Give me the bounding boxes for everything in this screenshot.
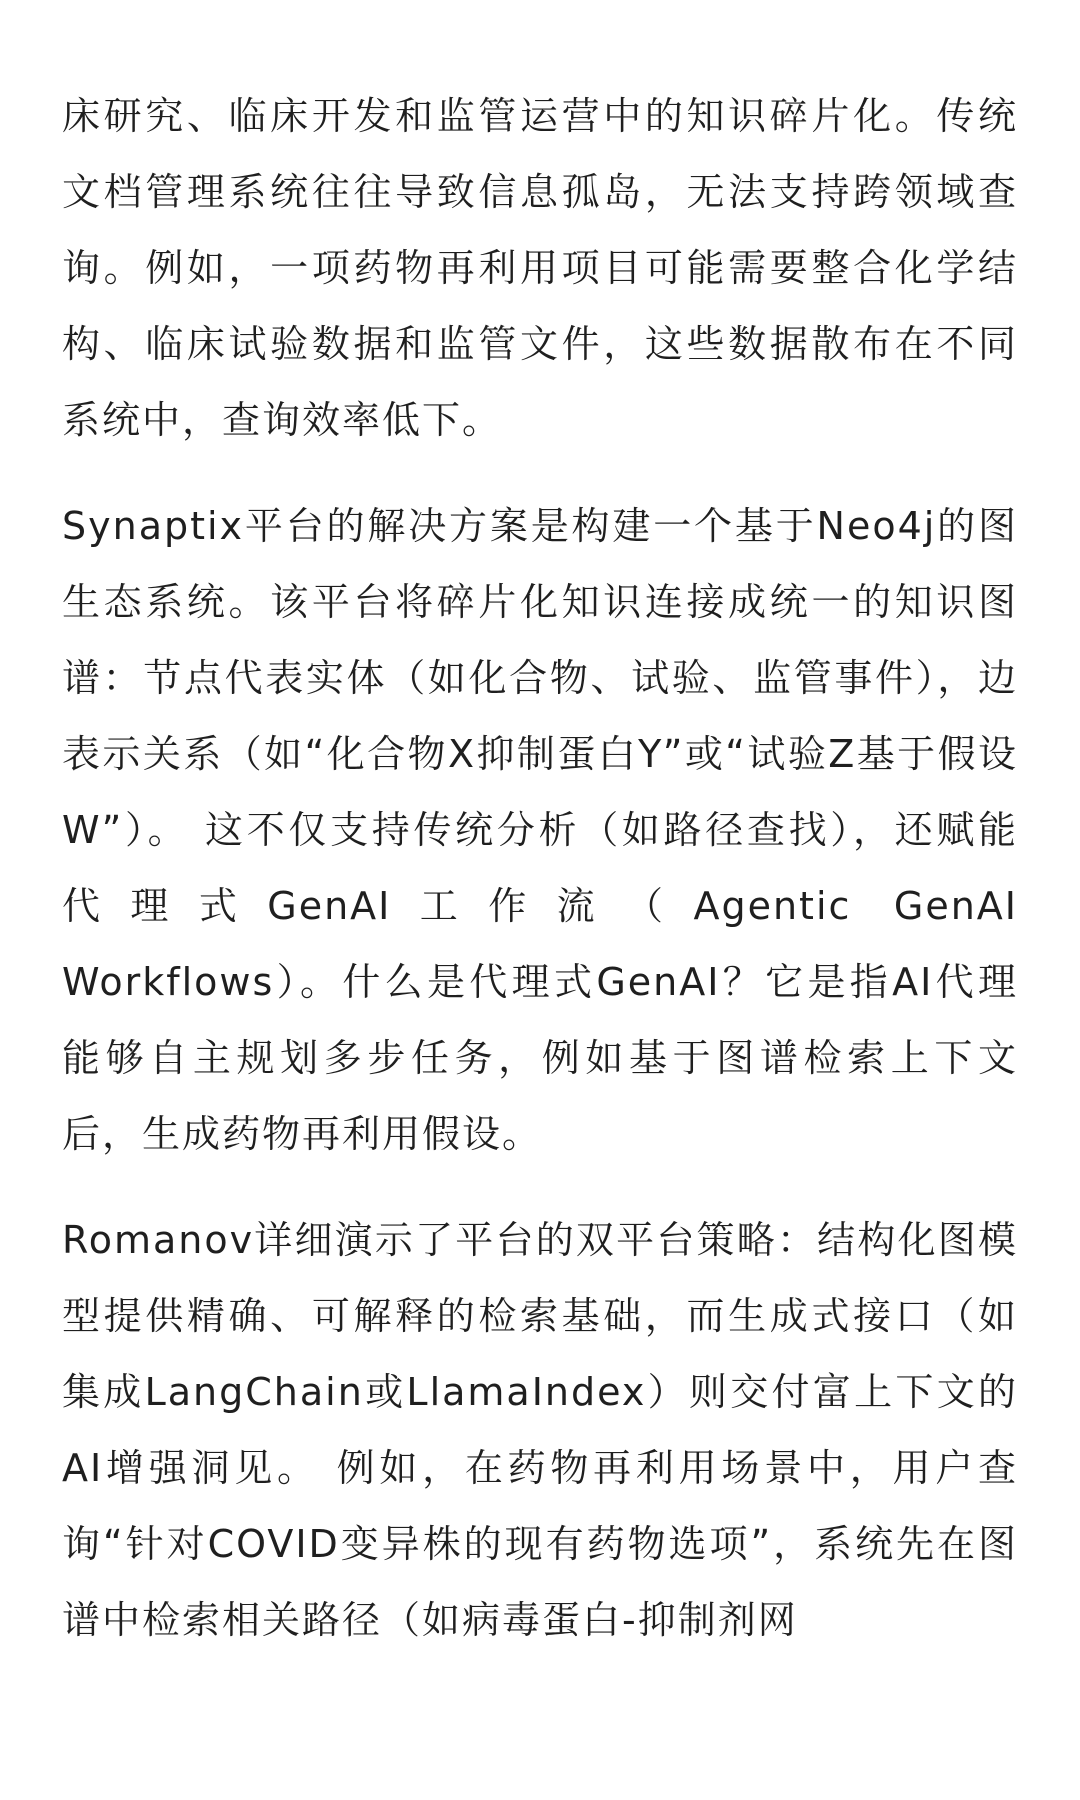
paragraph-knowledge-fragmentation: 床研究、临床开发和监管运营中的知识碎片化。传统文档管理系统往往导致信息孤岛，无法支持跨领域查询。例如，一项药物再利用项目可能需要整合化学结构、临床试验数据和监管文件，这些数据散布在不同系统中，查询效率低下。: [62, 94, 1018, 442]
paragraph-synaptix-solution: Synaptix平台的解决方案是构建一个基于Neo4j的图生态系统。该平台将碎片化知识连接成统一的知识图谱：节点代表实体（如化合物、试验、监管事件），边表示关系（如“化合物X抑制蛋白Y”或“试验Z基于假设W”）。 这不仅支持传统分析（如路径查找），还赋能代理式GenAI工作流（Agentic GenAI Workflows）。什么是代理式GenAI？它是指AI代理能够自主规划多步任务，例如基于图谱检索上下文后，生成药物再利用假设。: [62, 504, 1018, 1156]
paragraph-dual-platform-strategy: Romanov详细演示了平台的双平台策略：结构化图模型提供精确、可解释的检索基础，而生成式接口（如集成LangChain或LlamaIndex）则交付富上下文的AI增强洞见。 例如，在药物再利用场景中，用户查询“针对COVID变异株的现有药物选项”，系统先在图谱中检索相关路径（如病毒蛋白-抑制剂网: [62, 1218, 1018, 1642]
article-body: [62, 78, 1018, 1658]
